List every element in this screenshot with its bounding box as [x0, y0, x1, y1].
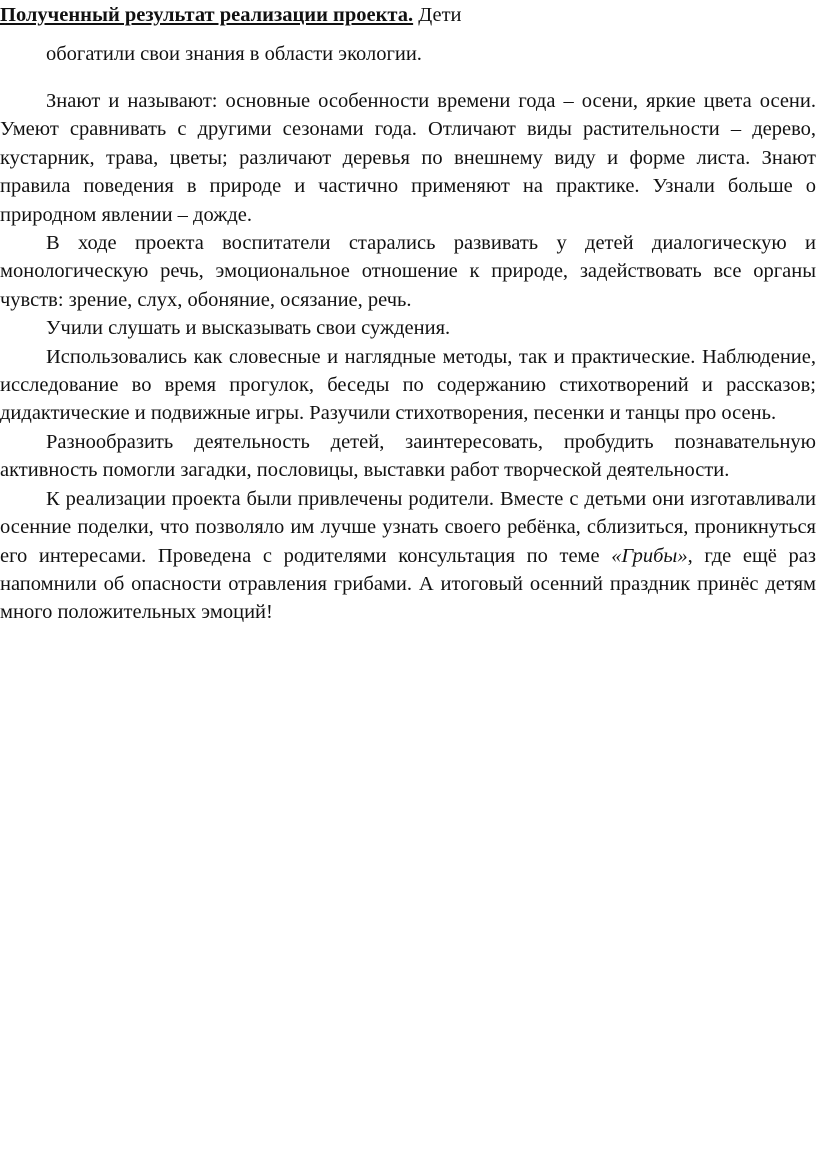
paragraph-speech: В ходе проекта воспитатели старались развивать у детей диалогическую и монологическую речь, эмоциональное отношение к природе, задействовать все органы чувств: зрение, слух, обоняние, осязание, речь. — [0, 232, 816, 311]
parents-text-start: К реализации проекта были привлечены родители. Вместе с детьми они изготавливали осенние поделки, что позволяло им лучше узнать своего ребёнка, сблизиться, проникнуться его интересами. Проведена с родителями консультация по теме — [0, 487, 816, 567]
consultation-topic: «Грибы» — [611, 544, 688, 567]
paragraph-parents — [0, 485, 816, 627]
document-title: Полученный результат реализации проекта. — [0, 4, 414, 26]
paragraph-methods: Использовались как словесные и наглядные методы, так и практические. Наблюдение, исследование во время прогулок, беседы по содержанию стихотворений и рассказов; дидактические и подвижные игры. Разучили стихотворения, песенки и танцы про осень. — [0, 345, 816, 425]
paragraph-knowledge: Знают и называют: основные особенности времени года – осени, яркие цвета осени. Умеют сравнивать с другими сезонами года. Отличают виды растительности – дерево, кустарник, трава, цветы; различают деревья по внешнему виду и форме листа. Знают правила поведения в природе и частично применяют на практике. Узнали больше о природном явлении – дожде. — [0, 90, 816, 226]
title-tail-text: Дети — [413, 4, 462, 26]
parents-text-end: , где ещё раз напомнили об опасности отравления грибами. А итоговый осенний праздник принёс детям много положительных эмоций! — [0, 544, 816, 624]
intro-line: обогатили свои знания в области экологии. — [46, 43, 422, 65]
paragraph-activity: Разнообразить деятельность детей, заинтересовать, пробудить познавательную активность помогли загадки, пословицы, выставки работ творческой деятельности. — [0, 430, 816, 482]
body-paragraphs — [0, 87, 816, 627]
paragraph-listening: Учили слушать и высказывать свои суждения. — [46, 317, 451, 340]
title-line — [0, 2, 462, 28]
